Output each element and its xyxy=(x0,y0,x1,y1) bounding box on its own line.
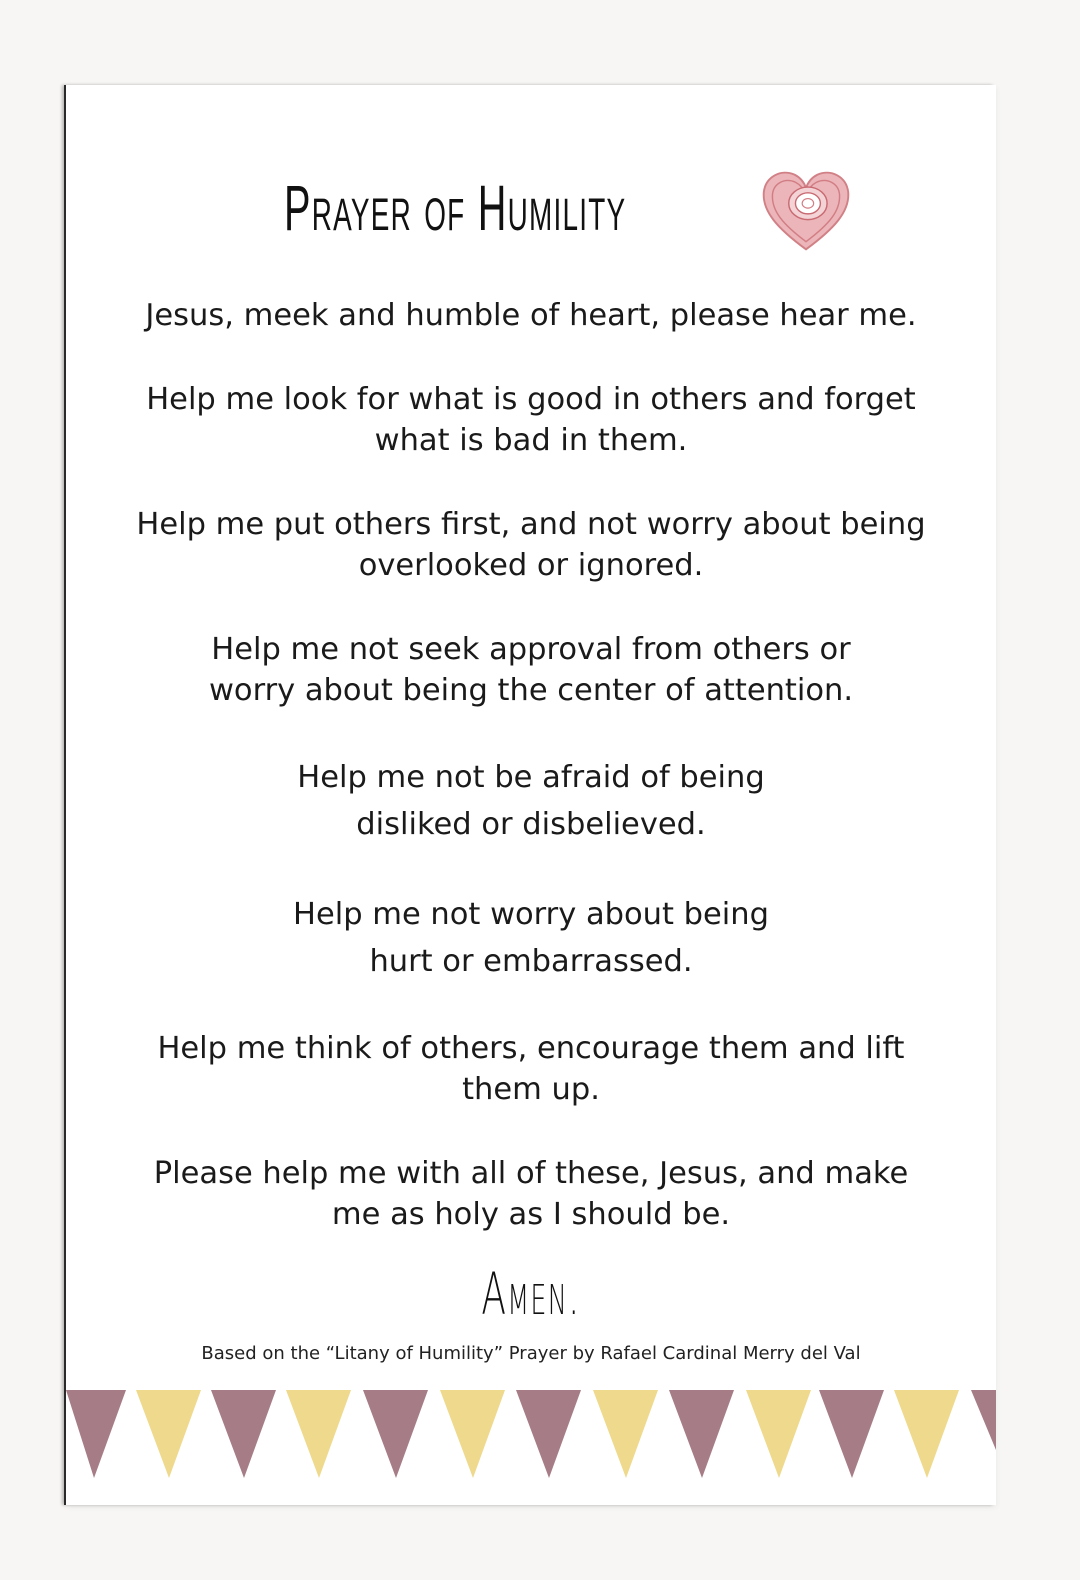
bunting-banner xyxy=(66,1390,996,1480)
prayer-card xyxy=(66,85,996,1505)
heart-icon xyxy=(758,165,854,257)
prayer-line: Help me not be afraid of being disliked or disbelieved. xyxy=(297,760,765,842)
title-row xyxy=(66,165,996,265)
bunting-flag xyxy=(211,1390,276,1478)
bunting-flag xyxy=(971,1390,996,1450)
prayer-line: Help me think of others, encourage them and lift them up. xyxy=(157,1031,905,1107)
closing xyxy=(66,1260,996,1330)
bunting-flag xyxy=(516,1390,581,1478)
prayer-body xyxy=(106,295,956,1278)
page-title xyxy=(284,171,626,245)
bunting-flag xyxy=(669,1390,734,1478)
prayer-line: Help me not worry about being hurt or embarrassed. xyxy=(293,897,769,979)
closing-text: Amen. xyxy=(481,1260,581,1328)
title-text: Prayer of Humility xyxy=(284,172,627,244)
bunting-flags xyxy=(66,1390,996,1478)
bunting-flag xyxy=(894,1390,959,1478)
bunting-flag xyxy=(136,1390,201,1478)
prayer-line: Help me put others first, and not worry about being overlooked or ignored. xyxy=(136,507,926,583)
bunting-flag xyxy=(440,1390,505,1478)
prayer-line: Help me look for what is good in others and forget what is bad in them. xyxy=(146,382,916,458)
attribution: Based on the “Litany of Humility” Prayer by Rafael Cardinal Merry del Val xyxy=(201,1343,861,1364)
prayer-line: Please help me with all of these, Jesus, and make me as holy as I should be. xyxy=(153,1156,909,1232)
bunting-flag xyxy=(819,1390,884,1478)
bunting-flag xyxy=(746,1390,811,1478)
prayer-line: Jesus, meek and humble of heart, please hear me. xyxy=(145,298,917,333)
bunting-flag xyxy=(363,1390,428,1478)
bunting-flag xyxy=(66,1390,126,1478)
bunting-flag xyxy=(286,1390,351,1478)
prayer-line: Help me not seek approval from others or worry about being the center of attention. xyxy=(208,632,854,708)
bunting-flag xyxy=(593,1390,658,1478)
